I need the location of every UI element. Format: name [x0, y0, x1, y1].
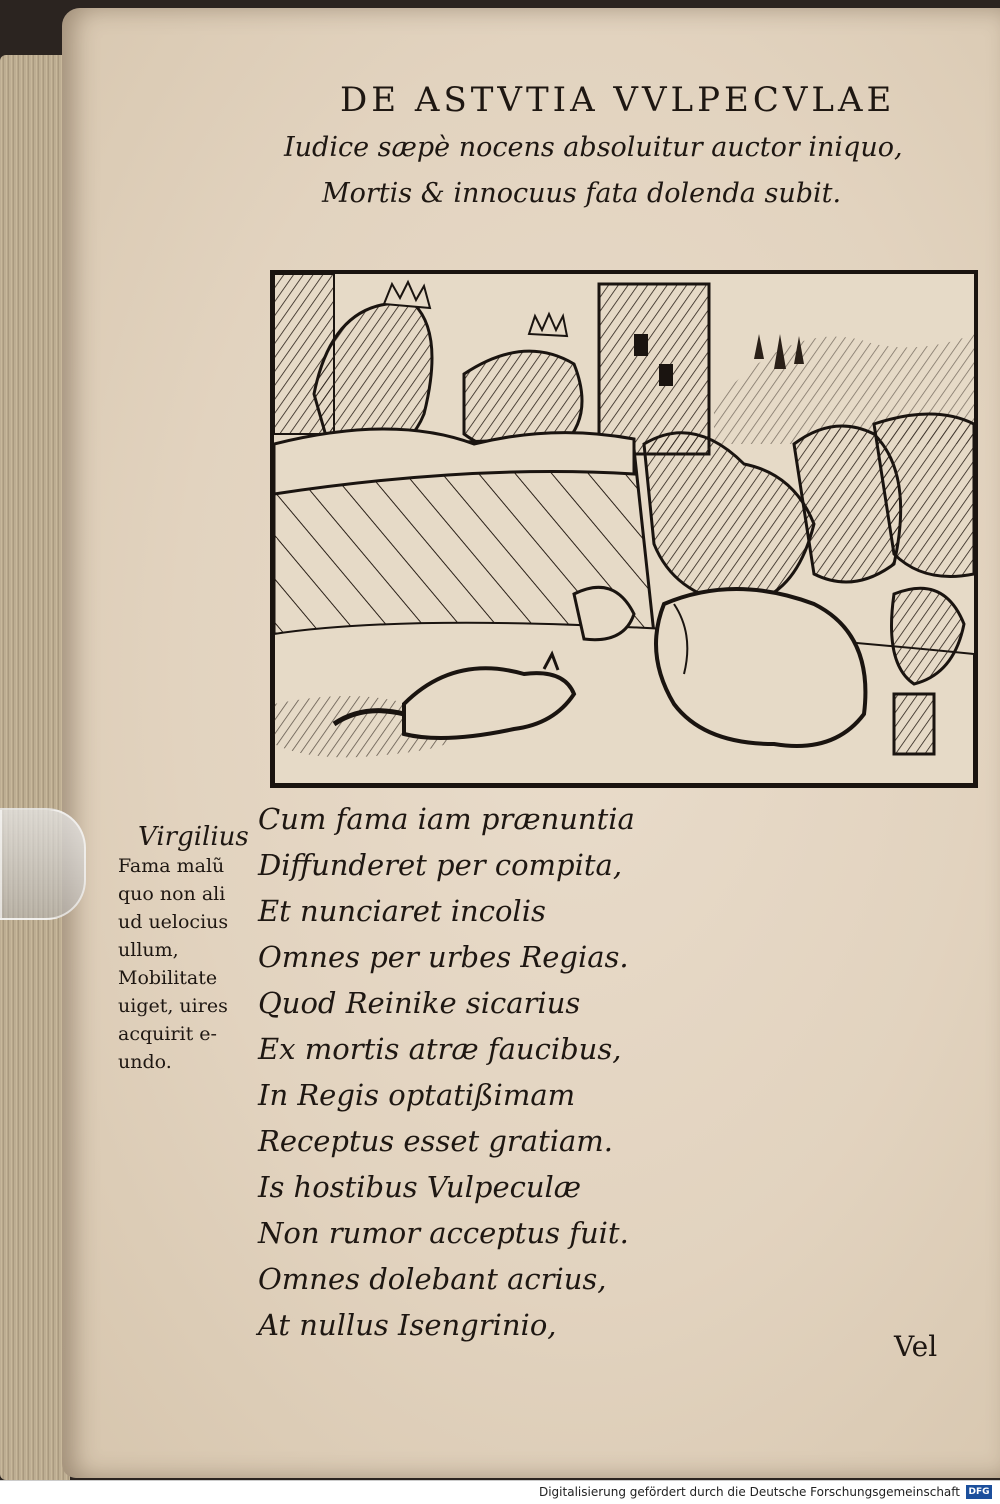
verse-line: Omnes dolebant acrius,: [258, 1262, 607, 1296]
verse-line: Quod Reinike sicarius: [258, 986, 581, 1020]
verse-line: Diffunderet per compita,: [258, 848, 623, 882]
motto-line-2: Mortis & innocuus fata dolenda subit.: [322, 178, 842, 209]
margin-note-line: ullum,: [118, 939, 179, 961]
verse-line: At nullus Isengrinio,: [258, 1308, 557, 1342]
verse-block: [258, 796, 658, 1348]
woodcut-drawing: [274, 274, 974, 784]
verse-line: Receptus esset gratiam.: [258, 1124, 614, 1158]
dfg-logo-icon: DFG: [966, 1485, 992, 1499]
margin-note-line: acquirit e-: [118, 1023, 217, 1045]
margin-note: [118, 822, 268, 1076]
digitization-footer: [0, 1480, 1000, 1504]
margin-note-heading: Virgilius: [138, 822, 249, 852]
running-head: DE ASTVTIA VVLPECVLAE: [340, 80, 896, 120]
verse-line: Cum fama iam prænuntia: [258, 802, 635, 836]
catchword: Vel: [894, 1330, 938, 1363]
verse-line: Non rumor acceptus fuit.: [258, 1216, 629, 1250]
margin-note-line: uiget, uires: [118, 995, 228, 1017]
verse-line: Is hostibus Vulpeculæ: [258, 1170, 582, 1204]
funding-credit: Digitalisierung gefördert durch die Deutsche Forschungsgemeinschaft: [538, 1485, 960, 1499]
margin-note-line: Mobilitate: [118, 967, 218, 989]
verse-line: Et nunciaret incolis: [258, 894, 546, 928]
verse-line: In Regis optatißimam: [258, 1078, 576, 1112]
margin-note-line: ud uelocius: [118, 911, 229, 933]
woodcut-illustration: [270, 270, 978, 788]
margin-note-line: quo non ali: [118, 883, 226, 905]
margin-note-line: Fama malũ: [118, 855, 225, 877]
page-clip: [0, 808, 86, 920]
motto-line-1: Iudice sæpè nocens absoluitur auctor iniquo,: [284, 132, 903, 163]
verse-line: Ex mortis atræ faucibus,: [258, 1032, 622, 1066]
verse-line: Omnes per urbes Regias.: [258, 940, 629, 974]
margin-note-line: undo.: [118, 1051, 172, 1073]
book-page-edges: [0, 55, 70, 1480]
